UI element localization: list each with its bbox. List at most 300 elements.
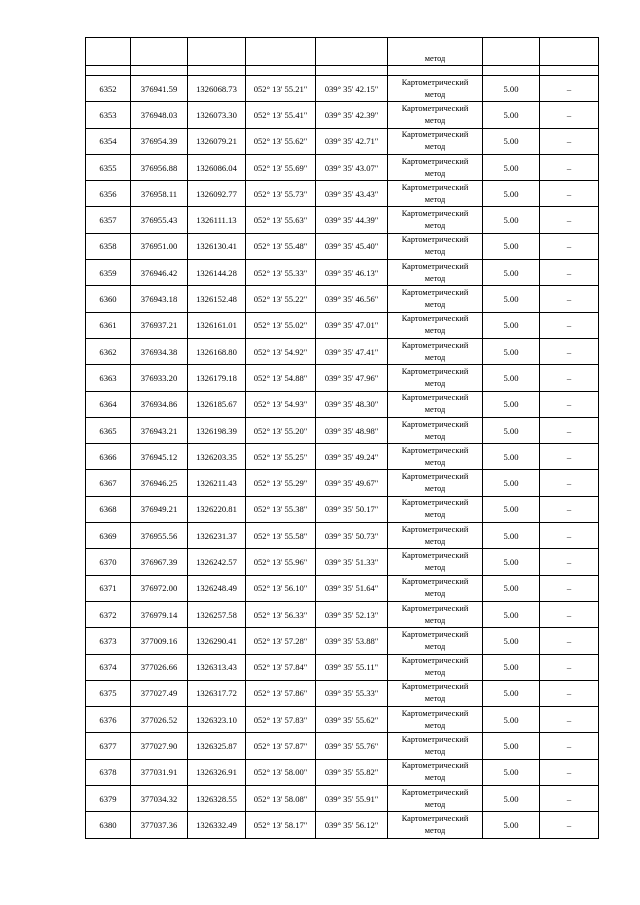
- y-coordinate-cell: 1326185.67: [188, 391, 246, 417]
- x-coordinate-cell: 376934.86: [131, 391, 188, 417]
- longitude-cell: 039° 35' 42.71": [316, 128, 388, 154]
- longitude-cell: 039° 35' 56.12": [316, 812, 388, 838]
- x-coordinate-cell: 376945.12: [131, 444, 188, 470]
- latitude-cell: 052° 13' 55.33": [246, 260, 316, 286]
- x-coordinate-cell: 376937.21: [131, 312, 188, 338]
- longitude-cell: 039° 35' 49.24": [316, 444, 388, 470]
- method-line-1: Картометрический: [401, 708, 469, 718]
- y-coordinate-cell: 1326168.80: [188, 338, 246, 364]
- method-line-2: метод: [424, 405, 446, 415]
- table-row: [86, 391, 599, 417]
- y-coordinate-cell: 1326248.49: [188, 575, 246, 601]
- method-line-2: метод: [424, 142, 446, 152]
- method-cell: [388, 628, 483, 654]
- latitude-cell: 052° 13' 58.08": [246, 786, 316, 812]
- latitude-cell: 052° 13' 57.28": [246, 628, 316, 654]
- x-coordinate-cell: 376948.03: [131, 102, 188, 128]
- note-cell: –: [540, 338, 599, 364]
- longitude-cell: 039° 35' 47.01": [316, 312, 388, 338]
- table-cell: [388, 66, 483, 76]
- accuracy-cell: 5.00: [483, 154, 540, 180]
- point-number-cell: 6379: [86, 786, 131, 812]
- note-cell: –: [540, 233, 599, 259]
- method-cell: [388, 680, 483, 706]
- longitude-cell: 039° 35' 48.98": [316, 417, 388, 443]
- x-coordinate-cell: 376967.39: [131, 549, 188, 575]
- table-row: [86, 312, 599, 338]
- latitude-cell: 052° 13' 54.93": [246, 391, 316, 417]
- point-number-cell: 6362: [86, 338, 131, 364]
- y-coordinate-cell: 1326220.81: [188, 496, 246, 522]
- method-line-2: метод: [424, 194, 446, 204]
- x-coordinate-cell: 376943.21: [131, 417, 188, 443]
- method-cell: [388, 391, 483, 417]
- table-row: [86, 102, 599, 128]
- note-cell: –: [540, 365, 599, 391]
- longitude-cell: 039° 35' 42.39": [316, 102, 388, 128]
- x-coordinate-cell: 376941.59: [131, 76, 188, 102]
- longitude-cell: 039° 35' 55.33": [316, 680, 388, 706]
- x-coordinate-cell: 376956.88: [131, 154, 188, 180]
- table-row: [86, 207, 599, 233]
- note-cell: –: [540, 260, 599, 286]
- method-line-1: Картометрический: [401, 735, 469, 745]
- accuracy-cell: 5.00: [483, 654, 540, 680]
- latitude-cell: 052° 13' 57.87": [246, 733, 316, 759]
- point-number-cell: 6358: [86, 233, 131, 259]
- x-coordinate-cell: 376955.43: [131, 207, 188, 233]
- accuracy-cell: 5.00: [483, 444, 540, 470]
- latitude-cell: 052° 13' 55.41": [246, 102, 316, 128]
- accuracy-cell: 5.00: [483, 812, 540, 838]
- latitude-cell: 052° 13' 55.22": [246, 286, 316, 312]
- table-cell: [188, 66, 246, 76]
- accuracy-cell: 5.00: [483, 365, 540, 391]
- point-number-cell: 6363: [86, 365, 131, 391]
- accuracy-cell: 5.00: [483, 628, 540, 654]
- x-coordinate-cell: 376946.25: [131, 470, 188, 496]
- accuracy-cell: 5.00: [483, 549, 540, 575]
- y-coordinate-cell: 1326328.55: [188, 786, 246, 812]
- table-cell: [540, 66, 599, 76]
- method-line-1: Картометрический: [401, 366, 469, 376]
- table-row: [86, 154, 599, 180]
- table-row: [86, 417, 599, 443]
- x-coordinate-cell: 376933.20: [131, 365, 188, 391]
- table-cell: [131, 66, 188, 76]
- longitude-cell: 039° 35' 55.62": [316, 707, 388, 733]
- method-line-1: Картометрический: [401, 314, 469, 324]
- method-line-2: метод: [424, 510, 446, 520]
- method-line-2: метод: [424, 431, 446, 441]
- y-coordinate-cell: 1326242.57: [188, 549, 246, 575]
- y-coordinate-cell: 1326198.39: [188, 417, 246, 443]
- table-cell: [188, 38, 246, 66]
- latitude-cell: 052° 13' 55.21": [246, 76, 316, 102]
- method-cell: [388, 181, 483, 207]
- point-number-cell: 6361: [86, 312, 131, 338]
- accuracy-cell: 5.00: [483, 102, 540, 128]
- method-cell: [388, 417, 483, 443]
- method-line-2: метод: [424, 273, 446, 283]
- table-row: [86, 786, 599, 812]
- y-coordinate-cell: 1326079.21: [188, 128, 246, 154]
- longitude-cell: 039° 35' 43.43": [316, 181, 388, 207]
- y-coordinate-cell: 1326257.58: [188, 601, 246, 627]
- y-coordinate-cell: 1326152.48: [188, 286, 246, 312]
- method-line-2: метод: [424, 773, 446, 783]
- longitude-cell: 039° 35' 44.39": [316, 207, 388, 233]
- latitude-cell: 052° 13' 55.29": [246, 470, 316, 496]
- method-line-1: Картометрический: [401, 472, 469, 482]
- latitude-cell: 052° 13' 58.00": [246, 759, 316, 785]
- method-line-2: метод: [424, 457, 446, 467]
- latitude-cell: 052° 13' 55.20": [246, 417, 316, 443]
- x-coordinate-cell: 376943.18: [131, 286, 188, 312]
- point-number-cell: 6364: [86, 391, 131, 417]
- table-row: [86, 654, 599, 680]
- method-cell: [388, 312, 483, 338]
- method-line-1: Картометрический: [401, 629, 469, 639]
- method-line-2: метод: [424, 221, 446, 231]
- accuracy-cell: 5.00: [483, 759, 540, 785]
- accuracy-cell: 5.00: [483, 523, 540, 549]
- method-line-2: метод: [424, 720, 446, 730]
- latitude-cell: 052° 13' 54.92": [246, 338, 316, 364]
- method-line-2: метод: [424, 352, 446, 362]
- method-line-2: метод: [424, 825, 446, 835]
- method-cell: [388, 470, 483, 496]
- table-cell: [246, 66, 316, 76]
- method-line-2: метод: [424, 247, 446, 257]
- method-line-1: Картометрический: [401, 445, 469, 455]
- note-cell: –: [540, 812, 599, 838]
- table-row: [86, 707, 599, 733]
- x-coordinate-cell: 376934.38: [131, 338, 188, 364]
- method-line-1: Картометрический: [401, 393, 469, 403]
- method-line-1: Картометрический: [401, 182, 469, 192]
- table-row: [86, 601, 599, 627]
- table-row: [86, 470, 599, 496]
- note-cell: –: [540, 786, 599, 812]
- accuracy-cell: 5.00: [483, 391, 540, 417]
- table-cell: [540, 38, 599, 66]
- method-cell: [388, 286, 483, 312]
- method-cell: [388, 338, 483, 364]
- method-cell: [388, 707, 483, 733]
- method-cell: [388, 733, 483, 759]
- longitude-cell: 039° 35' 48.30": [316, 391, 388, 417]
- method-line-2: метод: [424, 484, 446, 494]
- method-line-2: метод: [424, 615, 446, 625]
- latitude-cell: 052° 13' 55.48": [246, 233, 316, 259]
- y-coordinate-cell: 1326325.87: [188, 733, 246, 759]
- table-row: [86, 733, 599, 759]
- method-cell: [388, 102, 483, 128]
- table-body: [86, 38, 599, 839]
- x-coordinate-cell: 376955.56: [131, 523, 188, 549]
- method-line-1: Картометрический: [401, 209, 469, 219]
- method-cell: [388, 76, 483, 102]
- x-coordinate-cell: 376954.39: [131, 128, 188, 154]
- accuracy-cell: 5.00: [483, 286, 540, 312]
- method-line-2: метод: [424, 168, 446, 178]
- table-row: [86, 233, 599, 259]
- method-line-1: Картометрический: [401, 288, 469, 298]
- table-cell: [483, 66, 540, 76]
- coordinates-table: [85, 37, 599, 839]
- table-cell: [316, 66, 388, 76]
- x-coordinate-cell: 377009.16: [131, 628, 188, 654]
- longitude-cell: 039° 35' 55.91": [316, 786, 388, 812]
- point-number-cell: 6369: [86, 523, 131, 549]
- continued-method-cell: [388, 38, 483, 66]
- y-coordinate-cell: 1326323.10: [188, 707, 246, 733]
- x-coordinate-cell: 377031.91: [131, 759, 188, 785]
- longitude-cell: 039° 35' 52.13": [316, 601, 388, 627]
- method-cell: [388, 444, 483, 470]
- x-coordinate-cell: 376958.11: [131, 181, 188, 207]
- accuracy-cell: 5.00: [483, 260, 540, 286]
- table-row: [86, 76, 599, 102]
- method-cell: [388, 654, 483, 680]
- method-line-2: метод: [424, 115, 446, 125]
- point-number-cell: 6353: [86, 102, 131, 128]
- latitude-cell: 052° 13' 55.62": [246, 128, 316, 154]
- method-line-1: Картометрический: [401, 156, 469, 166]
- point-number-cell: 6374: [86, 654, 131, 680]
- latitude-cell: 052° 13' 56.10": [246, 575, 316, 601]
- point-number-cell: 6356: [86, 181, 131, 207]
- method-cell: [388, 154, 483, 180]
- x-coordinate-cell: 376951.00: [131, 233, 188, 259]
- longitude-cell: 039° 35' 55.11": [316, 654, 388, 680]
- table-row: [86, 444, 599, 470]
- point-number-cell: 6352: [86, 76, 131, 102]
- latitude-cell: 052° 13' 55.63": [246, 207, 316, 233]
- table-row: [86, 628, 599, 654]
- table-cell: [131, 38, 188, 66]
- note-cell: –: [540, 733, 599, 759]
- method-line-2: метод: [424, 799, 446, 809]
- point-number-cell: 6373: [86, 628, 131, 654]
- y-coordinate-cell: 1326086.04: [188, 154, 246, 180]
- y-coordinate-cell: 1326313.43: [188, 654, 246, 680]
- method-line-2: метод: [424, 641, 446, 651]
- method-cell: [388, 549, 483, 575]
- latitude-cell: 052° 13' 57.84": [246, 654, 316, 680]
- point-number-cell: 6376: [86, 707, 131, 733]
- method-line-2: метод: [424, 668, 446, 678]
- method-line-1: Картометрический: [401, 103, 469, 113]
- continued-method-text: метод: [424, 54, 446, 63]
- spacer-row: [86, 66, 599, 76]
- point-number-cell: 6357: [86, 207, 131, 233]
- y-coordinate-cell: 1326111.13: [188, 207, 246, 233]
- method-cell: [388, 260, 483, 286]
- x-coordinate-cell: 377034.32: [131, 786, 188, 812]
- y-coordinate-cell: 1326179.18: [188, 365, 246, 391]
- point-number-cell: 6371: [86, 575, 131, 601]
- note-cell: –: [540, 680, 599, 706]
- latitude-cell: 052° 13' 58.17": [246, 812, 316, 838]
- point-number-cell: 6365: [86, 417, 131, 443]
- longitude-cell: 039° 35' 46.56": [316, 286, 388, 312]
- table-row: [86, 680, 599, 706]
- method-line-1: Картометрический: [401, 340, 469, 350]
- x-coordinate-cell: 377037.36: [131, 812, 188, 838]
- accuracy-cell: 5.00: [483, 680, 540, 706]
- note-cell: –: [540, 286, 599, 312]
- method-cell: [388, 233, 483, 259]
- y-coordinate-cell: 1326317.72: [188, 680, 246, 706]
- x-coordinate-cell: 377026.52: [131, 707, 188, 733]
- y-coordinate-cell: 1326073.30: [188, 102, 246, 128]
- longitude-cell: 039° 35' 53.88": [316, 628, 388, 654]
- y-coordinate-cell: 1326144.28: [188, 260, 246, 286]
- note-cell: –: [540, 417, 599, 443]
- accuracy-cell: 5.00: [483, 575, 540, 601]
- table-cell: [483, 38, 540, 66]
- point-number-cell: 6370: [86, 549, 131, 575]
- method-line-1: Картометрический: [401, 77, 469, 87]
- point-number-cell: 6355: [86, 154, 131, 180]
- x-coordinate-cell: 376972.00: [131, 575, 188, 601]
- accuracy-cell: 5.00: [483, 233, 540, 259]
- accuracy-cell: 5.00: [483, 338, 540, 364]
- method-line-1: Картометрический: [401, 787, 469, 797]
- method-cell: [388, 601, 483, 627]
- note-cell: –: [540, 207, 599, 233]
- latitude-cell: 052° 13' 56.33": [246, 601, 316, 627]
- latitude-cell: 052° 13' 55.02": [246, 312, 316, 338]
- note-cell: –: [540, 391, 599, 417]
- point-number-cell: 6378: [86, 759, 131, 785]
- method-cell: [388, 786, 483, 812]
- longitude-cell: 039° 35' 47.96": [316, 365, 388, 391]
- note-cell: –: [540, 444, 599, 470]
- longitude-cell: 039° 35' 55.76": [316, 733, 388, 759]
- note-cell: –: [540, 154, 599, 180]
- method-line-2: метод: [424, 326, 446, 336]
- y-coordinate-cell: 1326068.73: [188, 76, 246, 102]
- method-line-1: Картометрический: [401, 524, 469, 534]
- latitude-cell: 052° 13' 54.88": [246, 365, 316, 391]
- x-coordinate-cell: 376949.21: [131, 496, 188, 522]
- accuracy-cell: 5.00: [483, 733, 540, 759]
- x-coordinate-cell: 377027.90: [131, 733, 188, 759]
- table-row: [86, 496, 599, 522]
- point-number-cell: 6360: [86, 286, 131, 312]
- accuracy-cell: 5.00: [483, 496, 540, 522]
- longitude-cell: 039° 35' 55.82": [316, 759, 388, 785]
- method-line-2: метод: [424, 747, 446, 757]
- table-row: [86, 759, 599, 785]
- method-cell: [388, 365, 483, 391]
- point-number-cell: 6367: [86, 470, 131, 496]
- note-cell: –: [540, 759, 599, 785]
- method-line-2: метод: [424, 694, 446, 704]
- table-row: [86, 812, 599, 838]
- latitude-cell: 052° 13' 55.69": [246, 154, 316, 180]
- y-coordinate-cell: 1326092.77: [188, 181, 246, 207]
- note-cell: –: [540, 654, 599, 680]
- method-line-2: метод: [424, 378, 446, 388]
- table-row: [86, 128, 599, 154]
- point-number-cell: 6372: [86, 601, 131, 627]
- method-cell: [388, 523, 483, 549]
- accuracy-cell: 5.00: [483, 786, 540, 812]
- longitude-cell: 039° 35' 46.13": [316, 260, 388, 286]
- x-coordinate-cell: 377026.66: [131, 654, 188, 680]
- table-cell: [86, 66, 131, 76]
- note-cell: –: [540, 707, 599, 733]
- note-cell: –: [540, 470, 599, 496]
- note-cell: –: [540, 575, 599, 601]
- longitude-cell: 039° 35' 43.07": [316, 154, 388, 180]
- point-number-cell: 6359: [86, 260, 131, 286]
- longitude-cell: 039° 35' 45.40": [316, 233, 388, 259]
- note-cell: –: [540, 76, 599, 102]
- method-line-1: Картометрический: [401, 261, 469, 271]
- note-cell: –: [540, 496, 599, 522]
- method-line-1: Картометрический: [401, 656, 469, 666]
- accuracy-cell: 5.00: [483, 470, 540, 496]
- table-row: [86, 181, 599, 207]
- point-number-cell: 6366: [86, 444, 131, 470]
- accuracy-cell: 5.00: [483, 601, 540, 627]
- table-row: [86, 575, 599, 601]
- note-cell: –: [540, 102, 599, 128]
- method-line-1: Картометрический: [401, 130, 469, 140]
- accuracy-cell: 5.00: [483, 181, 540, 207]
- latitude-cell: 052° 13' 57.86": [246, 680, 316, 706]
- y-coordinate-cell: 1326326.91: [188, 759, 246, 785]
- point-number-cell: 6354: [86, 128, 131, 154]
- method-cell: [388, 759, 483, 785]
- longitude-cell: 039° 35' 51.64": [316, 575, 388, 601]
- accuracy-cell: 5.00: [483, 76, 540, 102]
- table-cell: [86, 38, 131, 66]
- note-cell: –: [540, 628, 599, 654]
- x-coordinate-cell: 377027.49: [131, 680, 188, 706]
- method-line-2: метод: [424, 536, 446, 546]
- x-coordinate-cell: 376979.14: [131, 601, 188, 627]
- latitude-cell: 052° 13' 55.25": [246, 444, 316, 470]
- x-coordinate-cell: 376946.42: [131, 260, 188, 286]
- y-coordinate-cell: 1326211.43: [188, 470, 246, 496]
- note-cell: –: [540, 181, 599, 207]
- longitude-cell: 039° 35' 49.67": [316, 470, 388, 496]
- longitude-cell: 039° 35' 50.17": [316, 496, 388, 522]
- table-row: [86, 260, 599, 286]
- latitude-cell: 052° 13' 55.96": [246, 549, 316, 575]
- accuracy-cell: 5.00: [483, 707, 540, 733]
- method-line-2: метод: [424, 300, 446, 310]
- method-line-1: Картометрический: [401, 761, 469, 771]
- accuracy-cell: 5.00: [483, 312, 540, 338]
- note-cell: –: [540, 312, 599, 338]
- y-coordinate-cell: 1326231.37: [188, 523, 246, 549]
- continued-row: [86, 38, 599, 66]
- table-row: [86, 338, 599, 364]
- longitude-cell: 039° 35' 42.15": [316, 76, 388, 102]
- y-coordinate-cell: 1326130.41: [188, 233, 246, 259]
- method-cell: [388, 575, 483, 601]
- y-coordinate-cell: 1326203.35: [188, 444, 246, 470]
- point-number-cell: 6368: [86, 496, 131, 522]
- method-cell: [388, 496, 483, 522]
